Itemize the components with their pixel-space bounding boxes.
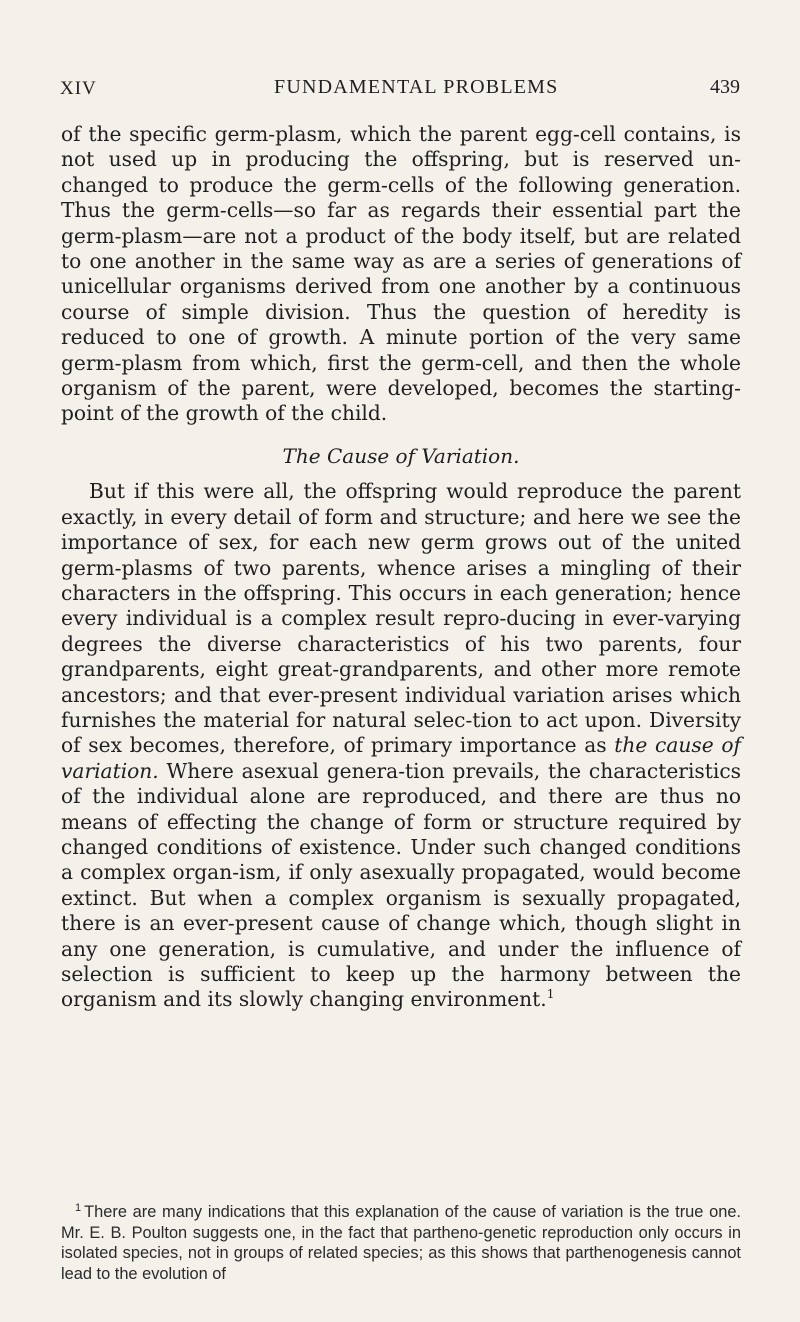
body-text: [61, 122, 741, 1013]
paragraph-2-emphasis: the cause of variation.: [61, 733, 741, 783]
footnote-reference: 1: [546, 987, 555, 1002]
footnote-text: There are many indications that this explanation of the cause of variation is the true one. Mr. E. B. Poulton suggests one, in the fact that partheno-genetic reproduction only occurs in isolated species, not in groups of related species; as this shows that parthenogenesis cannot lead to the evolution of: [61, 1203, 741, 1283]
page-number: 439: [710, 76, 740, 98]
paragraph-2-text-b: Where asexual genera-tion prevails, the characteristics of the individual alone are reproduced, and there are thus no means of effecting the change of form or structure required by changed conditions of existence. Under such changed conditions a complex organ-ism, if only asexually propagated, would become extinct. But when a complex organism is sexually propagated, there is an ever-present cause of change which, though slight in any one generation, is cumulative, and under the influence of selection is sufficient to keep up the harmony between the organism and its slowly changing environment.: [61, 758, 741, 1012]
footnote-number: 1: [75, 1202, 82, 1214]
paragraph-2: [61, 479, 741, 1013]
paragraph-2-text-a: But if this were all, the offspring would reproduce the parent exactly, in every detail of form and structure; and here we see the importance of sex, for each new germ grows out of the united germ-plasms of two parents, whence arises a mingling of their characters in the offspring. This occurs in each generation; hence every individual is a complex result repro-ducing in ever-varying degrees the diverse characteristics of his two parents, four grandparents, eight great-grandparents, and other more remote ancestors; and that ever-present individual variation arises which furnishes the material for natural selec-tion to act upon. Diversity of sex becomes, therefore, of primary importance as: [61, 479, 741, 758]
running-title: FUNDAMENTAL PROBLEMS: [274, 76, 559, 98]
chapter-number: XIV: [60, 78, 97, 99]
footnote: [61, 1198, 741, 1284]
paragraph-1: of the specific germ-plasm, which the parent egg-cell contains, is not used up in producing the offspring, but is reserved un-changed to produce the germ-cells of the following generation. Thus the germ-cells—so far as regards their essential part the germ-plasm—are not a product of the body itself, but are related to one another in the same way as are a series of generations of unicellular organisms derived from one another by a continuous course of simple division. Thus the question of heredity is reduced to one of growth. A minute portion of the very same germ-plasm from which, first the germ-cell, and then the whole organism of the parent, were developed, becomes the starting-point of the growth of the child.: [61, 122, 741, 426]
page-header: [60, 76, 740, 110]
section-title: The Cause of Variation.: [282, 443, 520, 468]
